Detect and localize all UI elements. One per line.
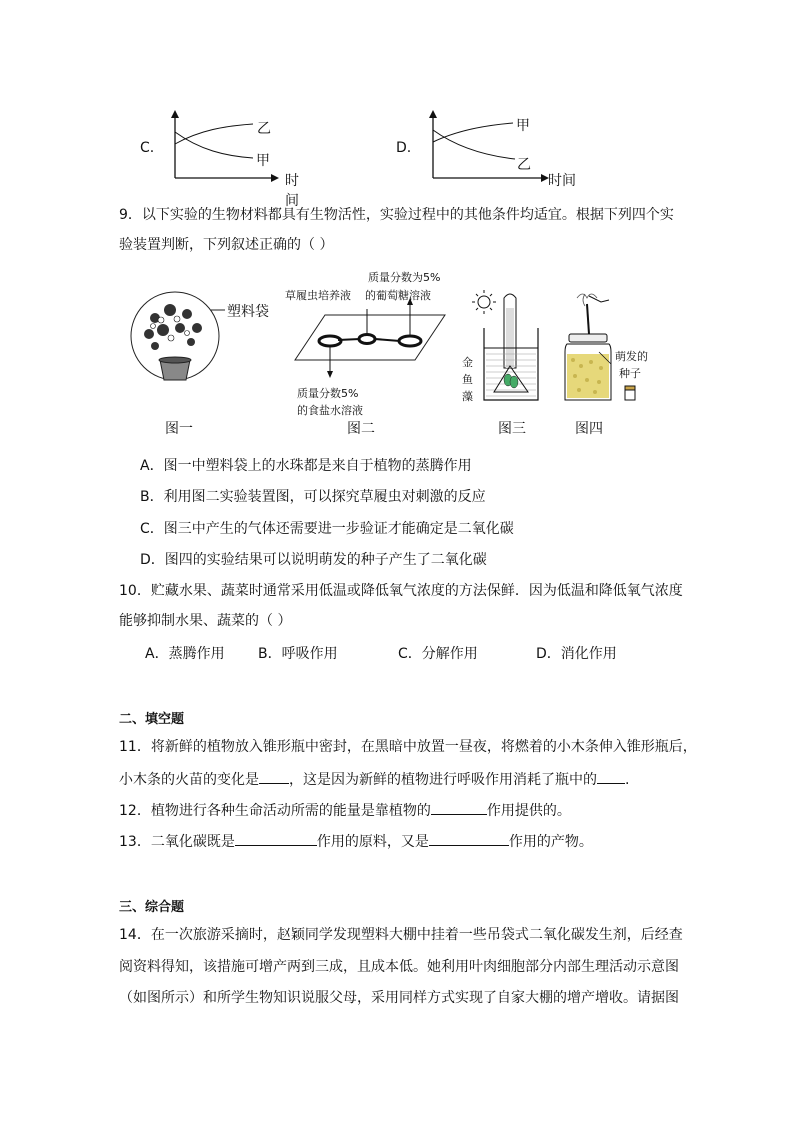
q10-stem-line1: 10．贮藏水果、蔬菜时通常采用低温或降低氧气浓度的方法保鲜．因为低温和降低氧气浓度 [119, 583, 683, 599]
q13-part-a: 13．二氧化碳既是 [119, 834, 235, 850]
figure-4 [555, 288, 665, 435]
figure-3 [460, 288, 550, 435]
q10-stem-line2: 能够抑制水果、蔬菜的（ ） [119, 613, 292, 629]
q11-line2-part-c: . [625, 772, 630, 788]
graph-d [393, 110, 583, 190]
section-3-title: 三、综合题 [119, 900, 185, 915]
fig3-caption: 图三 [498, 421, 526, 437]
fig1-bag-label: 塑料袋 [227, 304, 269, 320]
q10-option-d: D．消化作用 [536, 646, 617, 662]
graph-d-lower-label: 乙 [517, 157, 531, 173]
q14-line3: （如图所示）和所学生物知识说服父母，采用同样方式实现了自家大棚的增产增收。请据图 [119, 990, 679, 1006]
fig2-left-label: 草履虫培养液 [285, 289, 351, 302]
graph-d-upper-label: 甲 [516, 118, 530, 134]
q13-part-b: 作用的原料，又是 [316, 834, 429, 850]
graph-c-upper-label: 乙 [257, 121, 271, 137]
q11-blank-1[interactable] [259, 769, 289, 784]
q9-stem-line1: 9．以下实验的生物材料都具有生物活性，实验过程中的其他条件均适宜。根据下列四个实 [119, 207, 674, 223]
q13-blank-1[interactable] [235, 831, 317, 846]
q9-option-d: D．图四的实验结果可以说明萌发的种子产生了二氧化碳 [140, 552, 487, 568]
fig2-caption: 图二 [347, 421, 375, 437]
q11-line1: 11．将新鲜的植物放入锥形瓶中密封，在黑暗中放置一昼夜，将燃着的小木条伸入锥形瓶后， [119, 739, 697, 755]
beaker-illustration [460, 288, 550, 403]
q12-part-b: 作用提供的。 [486, 803, 571, 819]
q10-option-b: B．呼吸作用 [258, 646, 338, 662]
fig3-label-char3: 藻 [462, 390, 473, 403]
q10-option-c: C．分解作用 [398, 646, 478, 662]
fig2-top-label1: 质量分数为5% [368, 271, 441, 284]
q12-blank[interactable] [431, 800, 487, 815]
graph-c-plot [135, 110, 305, 190]
fig3-label-char1: 金 [462, 356, 473, 369]
graph-c-option-label: C. [140, 140, 155, 156]
q11-line2-part-a: 小木条的火苗的变化是 [119, 772, 259, 788]
graph-c-lower-label: 甲 [256, 153, 270, 169]
q9-option-b: B．利用图二实验装置图，可以探究草履虫对刺激的反应 [140, 489, 486, 505]
q12-part-a: 12．植物进行各种生命活动所需的能量是靠植物的 [119, 803, 431, 819]
fig4-label2: 种子 [619, 367, 641, 380]
graph-c [135, 110, 305, 209]
fig2-bottom-label1: 质量分数5% [297, 387, 359, 400]
graph-d-x-axis-label: 时间 [548, 173, 576, 189]
figure-2 [285, 265, 460, 435]
q13-part-c: 作用的产物。 [508, 834, 593, 850]
q13-blank-2[interactable] [429, 831, 509, 846]
q11-line2 [119, 769, 629, 790]
q10-option-a: A．蒸腾作用 [145, 646, 225, 662]
fig2-top-label2: 的葡萄糖溶液 [365, 289, 431, 302]
q13-line [119, 831, 593, 852]
figure-1 [125, 288, 285, 437]
q9-option-a: A．图一中塑料袋上的水珠都是来自于植物的蒸腾作用 [140, 458, 472, 474]
q9-stem-line2: 验装置判断，下列叙述正确的（ ） [119, 237, 334, 253]
q11-blank-2[interactable] [597, 769, 625, 784]
graph-d-option-label: D. [396, 140, 412, 156]
fig4-caption: 图四 [575, 421, 603, 437]
fig2-bottom-label2: 的食盐水溶液 [297, 404, 363, 417]
graph-c-x-axis-label: 时间 [285, 173, 299, 209]
fig1-caption: 图一 [165, 421, 193, 437]
q12-line [119, 800, 571, 821]
fig4-label1: 萌发的 [615, 350, 648, 363]
q14-line1: 14．在一次旅游采摘时，赵颖同学发现塑料大棚中挂着一些吊袋式二氧化碳发生剂，后经查 [119, 927, 683, 943]
section-2-title: 二、填空题 [119, 712, 185, 727]
seed-jar-illustration [555, 288, 665, 403]
q11-line2-part-b: ，这是因为新鲜的植物进行呼吸作用消耗了瓶中的 [289, 772, 597, 788]
q9-option-c: C．图三中产生的气体还需要进一步验证才能确定是二氧化碳 [140, 521, 514, 537]
fig3-label-char2: 鱼 [462, 373, 473, 386]
q14-line2: 阅资料得知，该措施可增产两到三成，且成本低。她利用叶肉细胞部分内部生理活动示意图 [119, 959, 679, 975]
